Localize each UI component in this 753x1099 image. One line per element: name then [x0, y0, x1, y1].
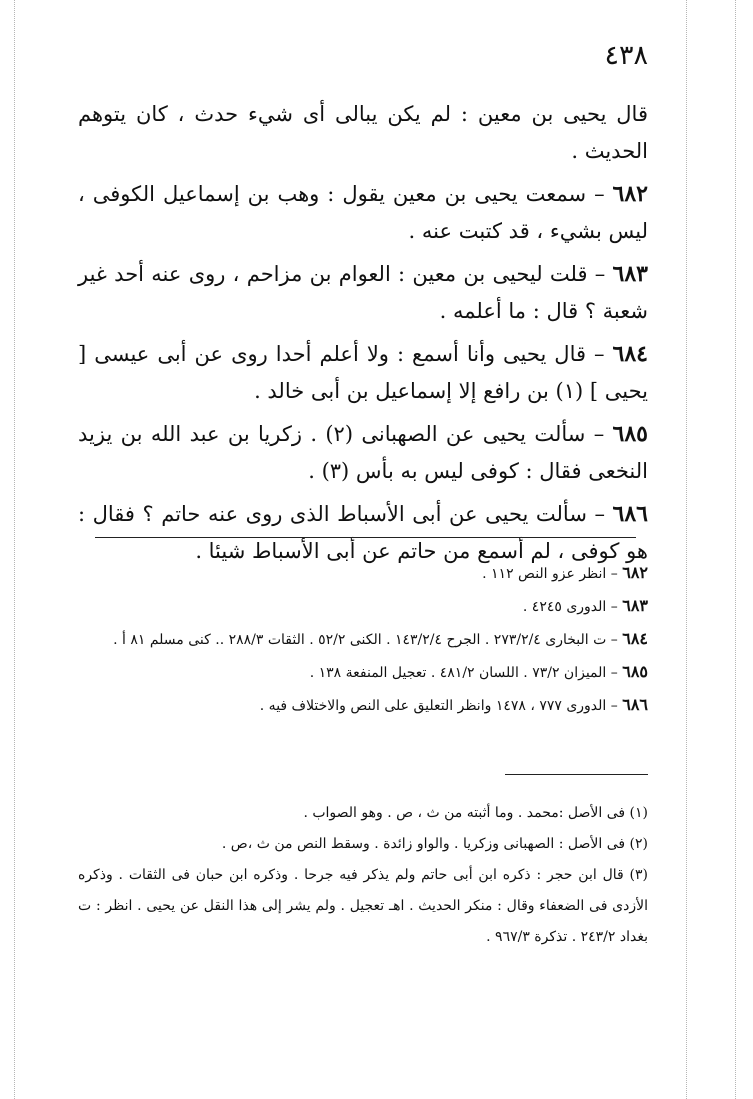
reference-number: ٦٨٣: [622, 596, 648, 615]
paragraph-text: – قال يحيى وأنا أسمع : ولا أعلم أحدا روى عن أبى عيسى [ يحيى ] (١) بن رافع إلا إسماعيل بن أبى خالد .: [78, 342, 648, 403]
paragraph-text: – سألت يحيى عن أبى الأسباط الذى روى عنه حاتم ؟ فقال : هو كوفى ، لم أسمع من حاتم عن أبى الأسباط شيئا .: [78, 502, 648, 563]
reference-number: ٦٨٥: [622, 662, 648, 681]
footnote: (١) فى الأصل :محمد . وما أثبته من ث ، ص . وهو الصواب .: [303, 805, 648, 821]
paragraph: [78, 336, 648, 410]
entry-number: ٦٨٦: [612, 501, 648, 527]
footnote: (٢) فى الأصل : الصهبانى وزكريا . والواو زائدة . وسقط النص من ث ،ص .: [221, 836, 648, 852]
paragraph-text: قال يحيى بن معين : لم يكن يبالى أى شيء حدث ، كان يتوهم الحديث .: [78, 102, 648, 163]
paragraph: [78, 416, 648, 490]
reference-item: [78, 689, 648, 722]
reference-text: – الدورى ٧٧٧ ، ١٤٧٨ وانظر التعليق على النص والاختلاف فيه .: [259, 698, 623, 714]
footnote-divider: [505, 774, 648, 775]
paragraph-text: – سألت يحيى عن الصهبانى (٢) . زكريا بن عبد الله بن يزيد النخعى فقال : كوفى ليس به بأس (٣) .: [78, 422, 648, 483]
page-number: ٤٣٨: [604, 40, 648, 71]
paragraph-text: – قلت ليحيى بن معين : العوام بن مزاحم ، روى عنه أحد غير شعبة ؟ قال : ما أعلمه .: [78, 262, 648, 323]
scan-margin-line: [735, 0, 736, 1099]
reference-number: ٦٨٢: [622, 563, 648, 582]
entry-number: ٦٨٢: [612, 181, 648, 207]
reference-item: [78, 656, 648, 689]
references: [78, 557, 648, 722]
reference-item: [78, 557, 648, 590]
reference-number: ٦٨٤: [622, 629, 648, 648]
paragraph-text: – سمعت يحيى بن معين يقول : وهب بن إسماعيل الكوفى ، ليس بشيء ، قد كتبت عنه .: [78, 182, 648, 243]
reference-item: [78, 590, 648, 623]
entry-number: ٦٨٥: [612, 421, 648, 447]
reference-text: – انظر عزو النص ١١٢ .: [482, 566, 623, 582]
reference-text: – الميزان ٧٣/٢ . اللسان ٤٨١/٢ . تعجيل المنفعة ١٣٨ .: [309, 665, 623, 681]
paragraph: [78, 256, 648, 330]
entry-number: ٦٨٣: [612, 261, 648, 287]
scan-margin-line: [686, 0, 687, 1099]
paragraph: [78, 176, 648, 250]
notes-divider: [95, 537, 636, 538]
reference-number: ٦٨٦: [622, 695, 648, 714]
reference-item: [78, 625, 648, 654]
paragraph: [78, 96, 648, 170]
entry-number: ٦٨٤: [612, 341, 648, 367]
scan-margin-line: [14, 0, 15, 1099]
footnote: (٣) قال ابن حجر : ذكره ابن أبى حاتم ولم يذكر فيه جرحا . وذكره ابن حبان فى الثقات . وذكره الأزدى فى الضعفاء وقال : منكر الحديث . اهـ تعجيل . ولم يشر إلى هذا النقل عن يحيى . انظر : ت بغداد ٢٤٣/٢ . تذكرة ٩٦٧/٣ .: [78, 867, 648, 945]
main-text: [78, 96, 648, 576]
footnotes: [78, 798, 648, 953]
reference-text: – ت البخارى ٢٧٣/٢/٤ . الجرح ١٤٣/٢/٤ . الكنى ٥٢/٢ . الثقات ٢٨٨/٣ .. كنى مسلم ٨١ أ .: [113, 632, 623, 648]
reference-text: – الدورى ٤٢٤٥ .: [522, 599, 623, 615]
